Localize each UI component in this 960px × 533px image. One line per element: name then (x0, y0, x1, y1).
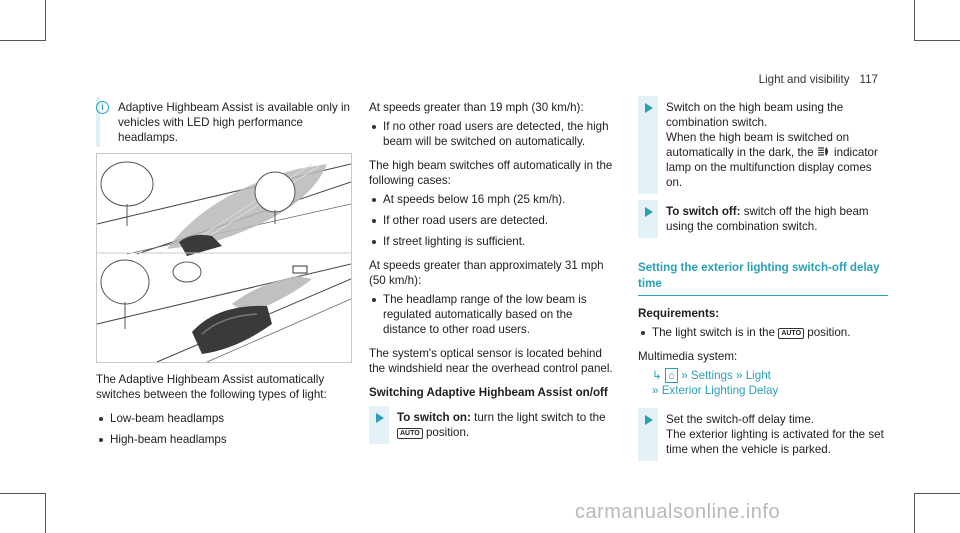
crop-mark (45, 0, 46, 41)
speed-list (369, 119, 617, 149)
crop-mark (45, 493, 46, 533)
crop-mark (914, 493, 960, 494)
sensor-paragraph: The system's optical sensor is located behind the windshield near the overhead control panel. (369, 347, 613, 375)
headlamp-illustration (96, 153, 352, 363)
watermark: carmanualsonline.info (575, 501, 781, 523)
list-item-text: The light switch is in the (652, 326, 776, 339)
list-item: At speeds below 16 mph (25 km/h). (369, 192, 617, 207)
path-chevron-icon: » (736, 369, 743, 382)
step-text: turn the light switch to the (474, 411, 606, 424)
path-settings: Settings (690, 369, 733, 382)
step-text: Switch on the high beam using the combination switch. (666, 101, 844, 129)
step-bar (638, 200, 658, 238)
requirements-label: Requirements: (638, 307, 720, 320)
section-title: Setting the exterior lighting switch-off delay time (638, 261, 880, 290)
path-chevron-icon: » (681, 369, 688, 382)
speed-paragraph: At speeds greater than 19 mph (30 km/h): (369, 101, 584, 114)
column-3 (638, 100, 888, 469)
section-rule (638, 295, 888, 296)
step-bar (369, 406, 389, 444)
high-beam-indicator-icon (817, 146, 831, 157)
column-2 (369, 100, 617, 452)
path-light: Light (745, 369, 771, 382)
step-arrow-icon (645, 415, 653, 425)
speed2-list (369, 292, 617, 337)
step-label: To switch on: (397, 411, 471, 424)
list-item: If no other road users are detected, the high beam will be switched on automatically. (369, 119, 617, 149)
crop-mark (914, 0, 915, 41)
section-heading: Switching Adaptive Highbeam Assist on/off (369, 386, 608, 399)
step-text: When the high beam is switched on automatically in the dark, the (666, 131, 850, 159)
list-item: If street lighting is sufficient. (369, 234, 617, 249)
home-icon: ⌂ (665, 368, 678, 383)
list-item (638, 325, 888, 340)
crop-mark (0, 40, 46, 41)
speed2-paragraph: At speeds greater than approximately 31 mph (50 km/h): (369, 259, 604, 287)
menu-path (638, 368, 888, 398)
page-number: 117 (859, 73, 878, 86)
step-label: To switch off: (666, 205, 741, 218)
list-item: Low-beam headlamps (96, 411, 352, 426)
info-icon: i (96, 101, 109, 114)
intro-text: The Adaptive Highbeam Assist automatically switches between the following types of light: (96, 373, 327, 401)
list-item: If other road users are detected. (369, 213, 617, 228)
crop-mark (0, 493, 46, 494)
section-name: Light and visibility (758, 73, 850, 86)
headlamp-illustration-svg (97, 154, 351, 362)
step-arrow-icon (376, 413, 384, 423)
step-text: The exterior lighting is activated for the set time when the vehicle is parked. (666, 428, 884, 456)
step-set-delay (638, 412, 888, 457)
path-exterior-lighting-delay: Exterior Lighting Delay (661, 384, 779, 397)
off-paragraph: The high beam switches off automatically in the following cases: (369, 159, 613, 187)
auto-icon: AUTO (397, 428, 423, 439)
step-text: Set the switch-off delay time. (666, 413, 814, 426)
crop-mark (914, 493, 915, 533)
step-text: indicator lamp on the multifunction display comes on. (666, 146, 878, 189)
list-item: The headlamp range of the low beam is regulated automatically based on the distance to other road users. (369, 292, 617, 337)
list-item: High-beam headlamps (96, 432, 352, 447)
multimedia-label: Multimedia system: (638, 350, 738, 363)
note-text: Adaptive Highbeam Assist is available only in vehicles with LED high performance headlamps. (118, 101, 350, 144)
step-arrow-icon (645, 207, 653, 217)
arrow-return-icon: ↳ (652, 369, 662, 382)
column-1 (96, 100, 352, 154)
auto-icon: AUTO (778, 328, 804, 339)
step-switch-on (369, 410, 617, 440)
step-text: position. (425, 426, 470, 439)
info-note (96, 100, 352, 145)
requirements-list (638, 325, 888, 340)
step-switch-off (638, 204, 888, 234)
step-text: switch off the high beam using the combination switch. (666, 205, 869, 233)
page-header (759, 72, 878, 87)
off-list (369, 192, 617, 249)
crop-mark (914, 40, 960, 41)
column-1-lower (96, 372, 352, 456)
step-arrow-icon (645, 103, 653, 113)
light-types-list (96, 411, 352, 447)
path-chevron-icon: » (652, 384, 659, 397)
list-item-text: position. (807, 326, 851, 339)
step-switch-high-beam (638, 100, 888, 190)
